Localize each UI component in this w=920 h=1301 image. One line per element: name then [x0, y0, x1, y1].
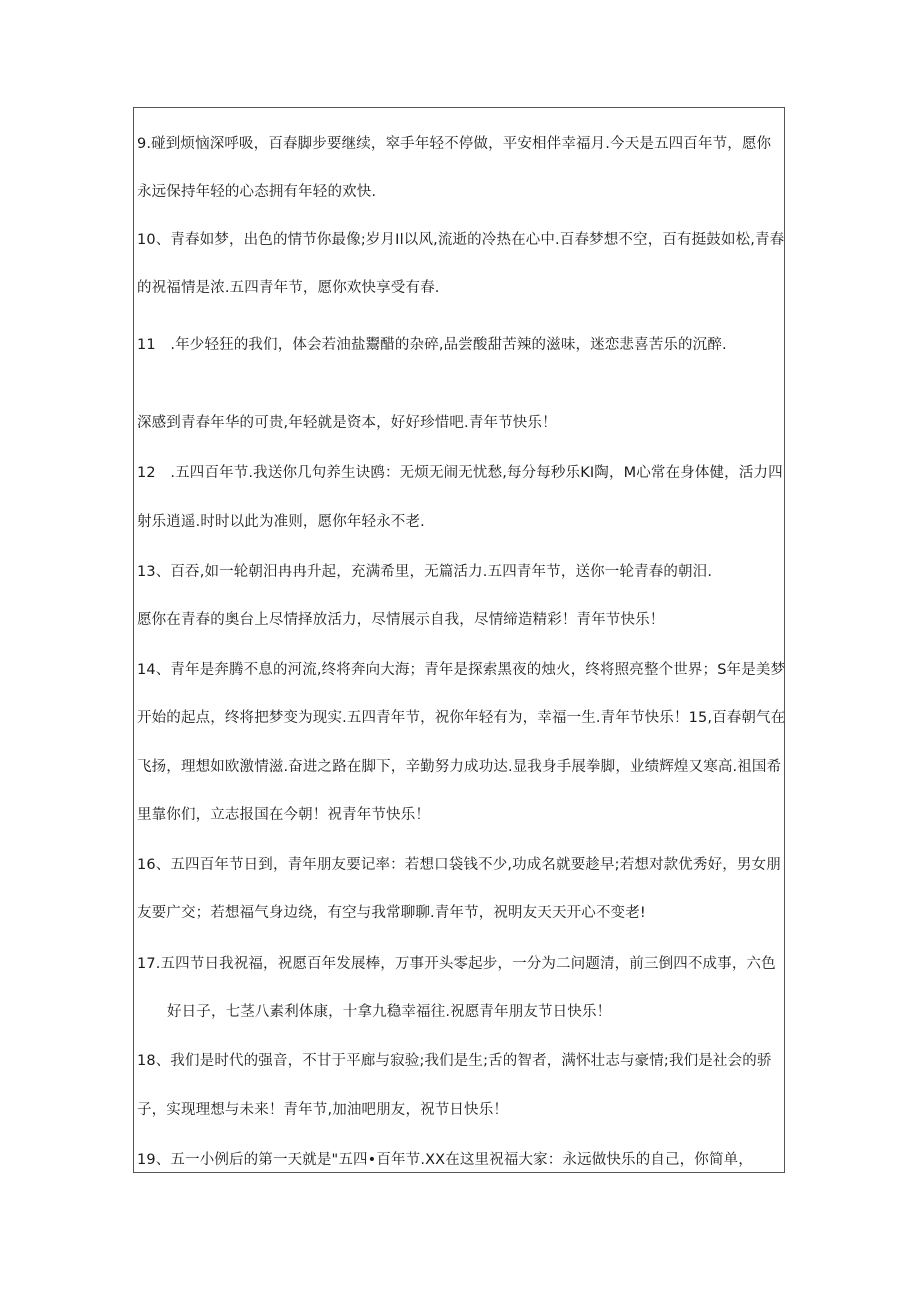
text-line: 13、百吞,如一轮朝汨冉冉升起，充满希里，无篇活力.五四青年节，送你一轮青春的朝汨.: [137, 564, 713, 580]
text-line: 11 .年少轻狂的我们，体会若油盐鬻醋的杂碎,品尝酸甜苦辣的滋味，迷恋悲喜苦乐的沉醉.: [137, 337, 727, 353]
text-line: 友要广交；若想福气身边绕，有空与我常聊聊.青年节，祝明友天天开心不变老!: [137, 905, 646, 921]
text-line: 开始的起点，终将把梦变为现实.五四青年节，祝你年轻有为，幸福一生.青年节快乐！15,百春朝气在: [137, 710, 786, 726]
text-line: 17.五四节日我祝福，祝愿百年发展棒，万事开头零起步，一分为二问题清，前三倒四不成事，六色: [137, 956, 776, 972]
text-line: 19、五一小例后的第一天就是"五四•百年节.XX在这里祝福大家：永远做快乐的自己，你简单，: [137, 1152, 753, 1168]
text-line: 射乐逍遥.时时以此为准则，愿你年轻永不老.: [137, 514, 425, 530]
text-line: 好日子，七茎八素利体康，十拿九稳幸福往.祝愿青年朋友节日快乐！: [167, 1004, 612, 1020]
text-line: 10、青春如梦，出色的情节你最像;岁月Il以风,流逝的冷热在心中.百春梦想不空，百有挺鼓如松,青春: [137, 232, 785, 248]
text-line: 飞扬，理想如欧激情滋.奋进之路在脚下，辛勤努力成功达.显我身手展拳脚，业绩辉煌又寒高.祖国希: [137, 759, 782, 775]
text-line: 9.碰到烦恼深呼吸，百春脚步要继续，窣手年轻不停做，平安相伴幸福月.今天是五四百年节，愿你: [137, 136, 772, 152]
text-line: 愿你在青春的奥台上尽情择放活力，尽情展示自我，尽情缔造精彩！青年节快乐！: [137, 612, 665, 628]
text-line: 的祝福情是浓.五四青年节，愿你欢快享受有春.: [137, 280, 440, 296]
text-line: 永远保持年轻的心态拥有年轻的欢快.: [137, 184, 377, 200]
text-line: 子，实现理想与未来！青年节,加油吧朋友，祝节日快乐！: [137, 1102, 509, 1118]
text-line: 18、我们是时代的强音，不甘于平廊与寂验;我们是生;舌的智者，满怀壮志与豪情;我们是社会的骄: [137, 1053, 772, 1069]
text-line: 16、五四百年节日到，青年朋友要记率：若想口袋钱不少,功成名就要趁早;若想对款优秀好，男女朋: [137, 857, 781, 873]
text-line: 深感到青春年华的可贵,年轻就是资本，好好珍惜吧.青年节快乐！: [137, 415, 557, 431]
text-line: 12 .五四百年节.我送你几句养生诀鸥：无烦无闹无忧愁,每分每秒乐KI陶，M心常在身体健，活力四: [137, 465, 783, 481]
text-line: 14、青年是奔腾不息的河流,终将奔向大海；青年是探索黑夜的烛火，终将照亮整个世界；S年是美梦: [137, 662, 786, 678]
text-line: 里靠你们，立志报国在今朝！祝青年节快乐！: [137, 807, 430, 823]
